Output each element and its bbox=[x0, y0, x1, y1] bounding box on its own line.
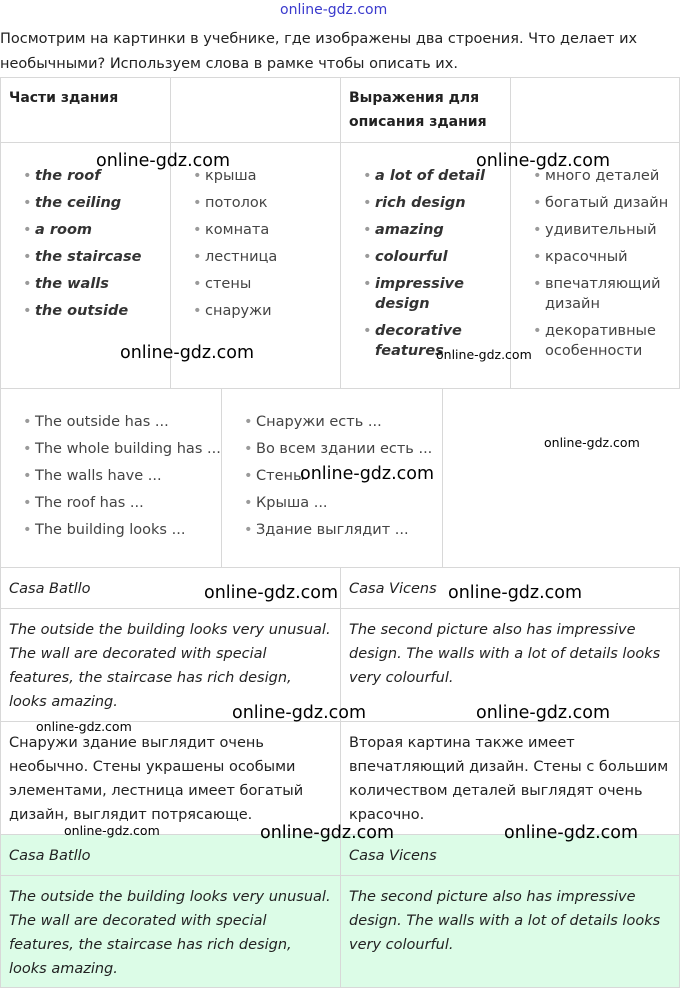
watermark: online-gdz.com bbox=[544, 435, 640, 450]
list-item: • decorative features bbox=[361, 321, 506, 361]
watermark: online-gdz.com bbox=[448, 583, 583, 603]
list-item: • стены bbox=[191, 271, 340, 298]
answer-en-left: The outside the building looks very unusual. The wall are decorated with special features, the staircase has rich design, looks amazing. bbox=[0, 608, 341, 722]
green-title-left: Casa Batllo bbox=[0, 834, 341, 876]
list-item: • The walls have ... bbox=[21, 463, 221, 490]
answer-en-right: The second picture also has impressive design. The walls with a lot of details looks very colourful. bbox=[340, 608, 680, 722]
watermark: online-gdz.com bbox=[232, 703, 367, 723]
answer-title-right: Casa Vicens bbox=[340, 567, 680, 609]
list-item: • The whole building has ... bbox=[21, 436, 221, 463]
list-item: • the outside bbox=[21, 298, 170, 325]
list-item: • лестница bbox=[191, 244, 340, 271]
list-item: • colourful bbox=[361, 247, 506, 267]
header-expressions: Выражения для описания здания bbox=[340, 77, 511, 143]
watermark: online-gdz.com bbox=[476, 151, 611, 171]
watermark: online-gdz.com bbox=[260, 823, 395, 843]
list-item: • Здание выглядит ... bbox=[242, 517, 442, 544]
phrases-en-list bbox=[21, 409, 221, 544]
green-title-right: Casa Vicens bbox=[340, 834, 680, 876]
list-item: • комната bbox=[191, 217, 340, 244]
list-item: • a lot of detail bbox=[361, 166, 506, 186]
list-item: • the roof bbox=[21, 163, 170, 190]
list-item: • впечатляющий дизайн bbox=[531, 274, 675, 314]
phrases-en-cell bbox=[0, 388, 222, 568]
list-item: • the ceiling bbox=[21, 190, 170, 217]
list-item: • rich design bbox=[361, 193, 506, 213]
header-parts: Части здания bbox=[0, 77, 171, 143]
list-item: • потолок bbox=[191, 190, 340, 217]
header-parts-translation bbox=[170, 77, 341, 143]
list-item: • богатый дизайн bbox=[531, 193, 675, 213]
list-item: • Снаружи есть ... bbox=[242, 409, 442, 436]
watermark: online-gdz.com bbox=[64, 823, 160, 838]
list-item: • много деталей bbox=[531, 166, 675, 186]
header-expressions-translation bbox=[510, 77, 680, 143]
watermark: online-gdz.com bbox=[436, 347, 532, 362]
list-item: • декоративные особенности bbox=[531, 321, 675, 361]
answer-ru-right: Вторая картина также имеет впечатляющий дизайн. Стены с большим количеством деталей выглядят очень красочно. bbox=[340, 721, 680, 835]
parts-en-list bbox=[21, 163, 170, 325]
list-item: • удивительный bbox=[531, 220, 675, 240]
list-item: • Стены bbox=[242, 463, 442, 490]
site-link[interactable]: online-gdz.com bbox=[280, 2, 388, 18]
expr-ru-list bbox=[531, 166, 675, 361]
list-item: • The outside has ... bbox=[21, 409, 221, 436]
parts-ru-list bbox=[191, 163, 340, 325]
list-item: • The building looks ... bbox=[21, 517, 221, 544]
green-en-left: The outside the building looks very unusual. The wall are decorated with special features, the staircase has rich design, looks amazing. bbox=[0, 875, 341, 988]
watermark: online-gdz.com bbox=[36, 719, 132, 734]
answer-title-left: Casa Batllo bbox=[0, 567, 341, 609]
answer-ru-left: Снаружи здание выглядит очень необычно. Стены украшены особыми элементами, лестница имеет богатый дизайн, выглядит потрясающе. bbox=[0, 721, 341, 835]
list-item: • the walls bbox=[21, 271, 170, 298]
watermark: online-gdz.com bbox=[204, 583, 339, 603]
list-item: • The roof has ... bbox=[21, 490, 221, 517]
list-item: • the staircase bbox=[21, 244, 170, 271]
list-item: • красочный bbox=[531, 247, 675, 267]
intro-text: Посмотрим на картинки в учебнике, где изображены два строения. Что делает их необычными? Используем слова в рамке чтобы описать их. bbox=[0, 31, 638, 72]
list-item: • a room bbox=[21, 217, 170, 244]
watermark: online-gdz.com bbox=[504, 823, 639, 843]
list-item: • Во всем здании есть ... bbox=[242, 436, 442, 463]
watermark: online-gdz.com bbox=[300, 464, 435, 484]
watermark: online-gdz.com bbox=[476, 703, 611, 723]
expr-ru-cell bbox=[510, 142, 680, 389]
list-item: • снаружи bbox=[191, 298, 340, 325]
green-en-right: The second picture also has impressive design. The walls with a lot of details looks very colourful. bbox=[340, 875, 680, 988]
list-item: • крыша bbox=[191, 163, 340, 190]
expr-en-list bbox=[361, 166, 506, 361]
list-item: • Крыша ... bbox=[242, 490, 442, 517]
list-item: • impressive design bbox=[361, 274, 506, 314]
list-item: • amazing bbox=[361, 220, 506, 240]
watermark: online-gdz.com bbox=[120, 343, 255, 363]
watermark: online-gdz.com bbox=[96, 151, 231, 171]
